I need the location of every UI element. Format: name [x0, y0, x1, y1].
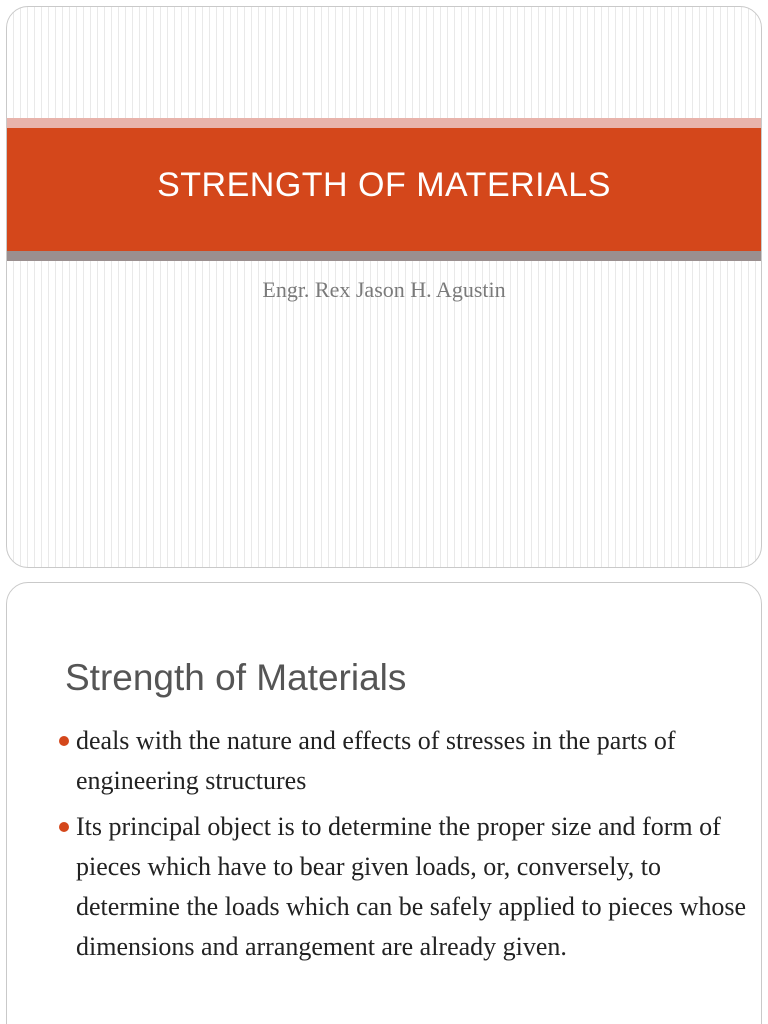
- title-band: [7, 128, 761, 251]
- bullet-text: deals with the nature and effects of stresses in the parts of engineering structures: [76, 726, 676, 795]
- title-slide: [6, 6, 762, 568]
- bullet-text: Its principal object is to determine the proper size and form of pieces which have to bear given loads, or, conversely, to determine the loads which can be safely applied to pieces whose dimensions and arrangement are already given.: [76, 812, 746, 961]
- slide-author: Engr. Rex Jason H. Agustin: [262, 277, 506, 302]
- list-item: [59, 721, 749, 801]
- title-top-stripe: [7, 118, 761, 128]
- list-item: [59, 807, 749, 967]
- bullet-icon: [59, 736, 69, 746]
- bullet-list: [59, 721, 749, 973]
- title-bottom-stripe: [7, 251, 761, 261]
- slide-title: STRENGTH OF MATERIALS: [157, 166, 611, 204]
- content-slide: [6, 582, 762, 1024]
- bullet-icon: [59, 822, 69, 832]
- content-heading: Strength of Materials: [65, 657, 407, 698]
